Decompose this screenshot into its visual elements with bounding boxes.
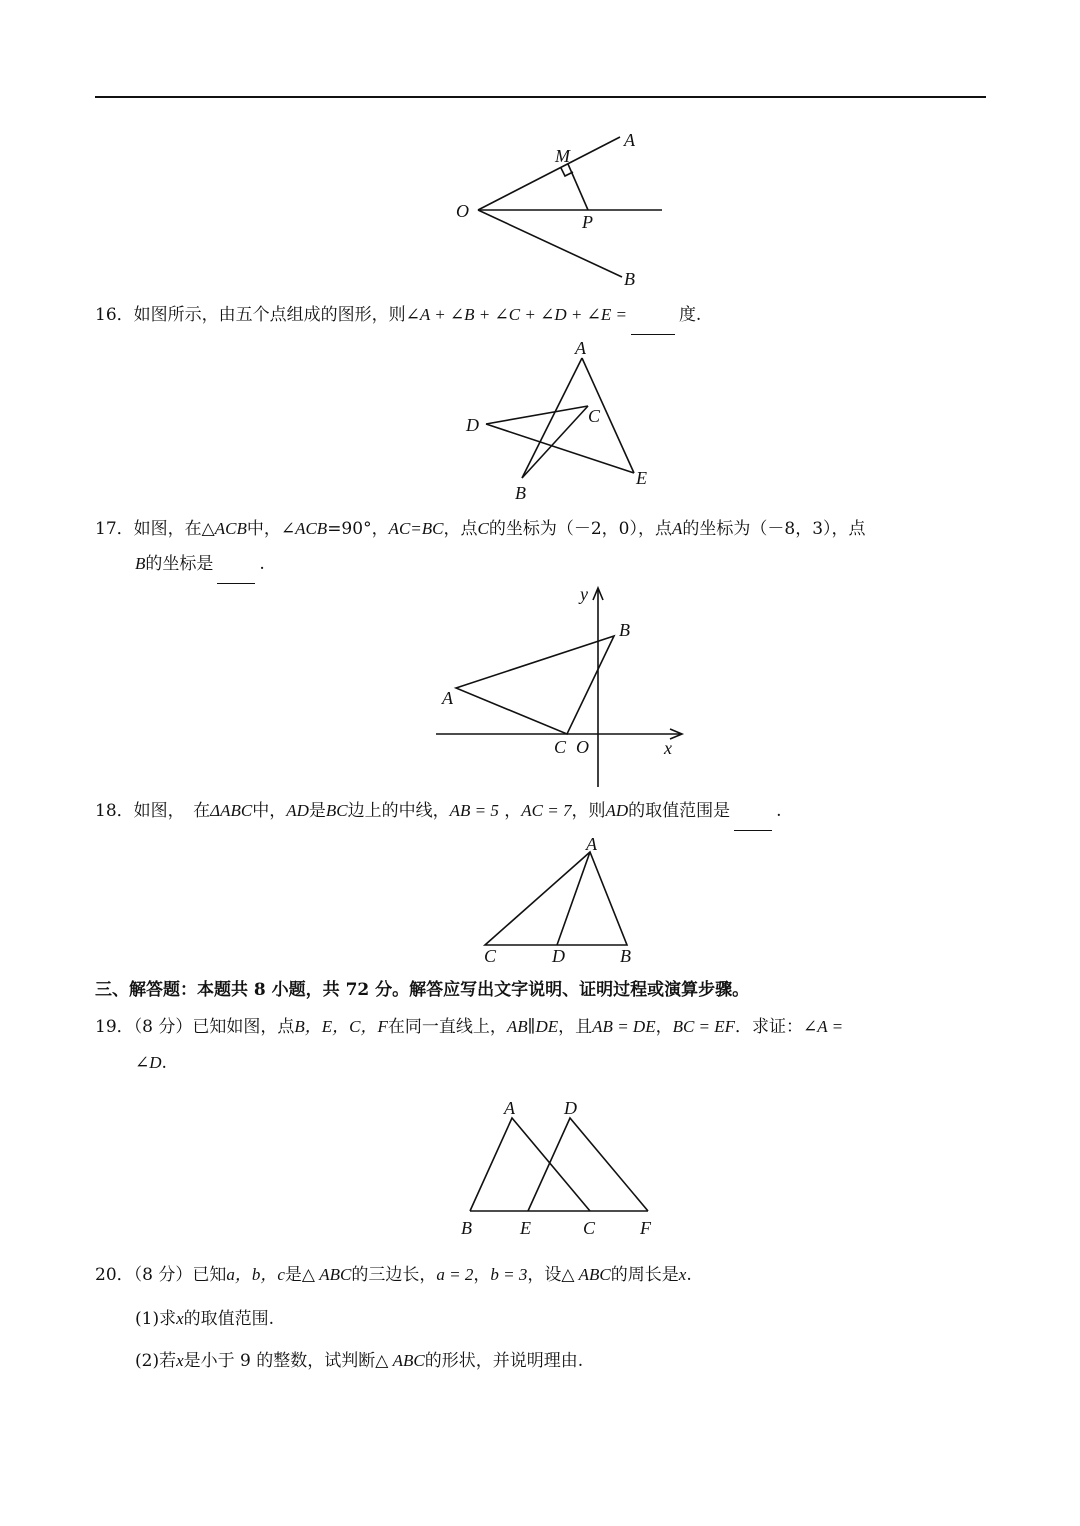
math: ΔABC (210, 801, 253, 820)
label-c: C (554, 737, 567, 757)
label-c: C (583, 1218, 596, 1238)
math: x (176, 1309, 184, 1328)
text: 的坐标为（－2，0），点 (488, 519, 672, 539)
math: C (477, 519, 489, 538)
segment-de (486, 424, 634, 473)
math: ∠ACB (280, 519, 328, 538)
figure-coordinate-triangle (430, 580, 690, 795)
label-a: A (624, 130, 635, 150)
question-20-part1 (135, 1302, 274, 1336)
triangle-def (528, 1118, 648, 1211)
label-b: B (620, 946, 631, 966)
text: . (259, 554, 265, 574)
math: x (678, 1265, 687, 1284)
label-m: M (555, 146, 570, 166)
question-number: 19． (95, 1017, 134, 1037)
text: . (161, 1053, 167, 1073)
text: ， (473, 1265, 491, 1285)
math: BC = EF (672, 1017, 736, 1036)
question-19-line2 (135, 1046, 167, 1080)
text: 已知如图，点 (192, 1017, 295, 1037)
question-text: 如图所示，由五个点组成的图形，则 (133, 305, 406, 325)
figure-median-triangle-svg (470, 832, 650, 967)
math: B (135, 554, 146, 573)
text: 已知 (192, 1265, 227, 1285)
math: △ ABC (301, 1265, 352, 1284)
label-c: C (484, 946, 497, 966)
label-b: B (515, 483, 526, 503)
segment-bc (522, 406, 588, 478)
text: 的坐标为（－8，3），点 (682, 519, 866, 539)
text: 如图，在 (133, 519, 202, 539)
figure-five-points (460, 338, 670, 508)
math: AD (286, 801, 309, 820)
triangle-abc (485, 852, 627, 945)
math: A (671, 519, 683, 538)
math: x (176, 1351, 184, 1370)
label-e: E (636, 468, 647, 488)
text: . (776, 801, 782, 821)
figure-median-triangle (470, 832, 650, 967)
label-d: D (564, 1098, 577, 1118)
math: BC (325, 801, 348, 820)
text: 在同一直线上， (387, 1017, 507, 1037)
text: ，设 (527, 1265, 562, 1285)
math: AB∥DE (506, 1017, 559, 1036)
text: 的形状，并说明理由. (424, 1351, 584, 1371)
math-expression: ∠A + ∠B + ∠C + ∠D + ∠E = (405, 305, 627, 324)
text: 边上的中线， (347, 801, 450, 821)
segment-mp (568, 164, 588, 210)
question-number: 16． (95, 305, 134, 325)
segment-cd (486, 406, 588, 424)
answer-blank[interactable] (631, 300, 675, 335)
text: 的取值范围. (183, 1309, 275, 1329)
text: ，且 (558, 1017, 593, 1037)
question-number: 17． (95, 519, 134, 539)
figure-angle-bisector (440, 125, 680, 295)
figure-coordinate-triangle-svg (430, 580, 690, 795)
text: . (686, 1265, 692, 1285)
question-20 (95, 1258, 692, 1292)
math: AB = DE (592, 1017, 656, 1036)
math: △ ABC (375, 1351, 425, 1370)
math: AC = 7 (521, 801, 572, 820)
question-suffix: 度. (678, 305, 702, 325)
text: (2)若 (135, 1351, 177, 1371)
question-16 (95, 298, 701, 335)
ray-oa (478, 137, 620, 210)
text: =90°， (327, 519, 389, 539)
question-17 (95, 512, 866, 546)
label-d: D (552, 946, 565, 966)
label-o: O (576, 737, 589, 757)
answer-blank[interactable] (217, 549, 255, 584)
figure-two-triangles (450, 1094, 670, 1239)
math: AD (605, 801, 629, 820)
triangle-abc (470, 1118, 590, 1211)
figure-two-triangles-svg (450, 1094, 670, 1239)
math: B，E，C，F (294, 1017, 388, 1036)
text: 的周长是 (610, 1265, 679, 1285)
text: ， (655, 1017, 673, 1037)
triangle-acb (456, 636, 614, 734)
text: 中， (252, 801, 287, 821)
header-rule (95, 96, 986, 98)
question-17-line2 (135, 547, 265, 584)
math: AB = 5 (449, 801, 499, 820)
math: ∠D (135, 1053, 162, 1072)
text: 是 (284, 1265, 302, 1285)
text: 中， (246, 519, 281, 539)
text: 的取值范围是 (628, 801, 731, 821)
math: b = 3 (490, 1265, 528, 1284)
label-b: B (624, 269, 635, 289)
math: a，b，c (226, 1265, 285, 1284)
text: 是小于 9 的整数，试判断 (183, 1351, 376, 1371)
ray-ob (478, 210, 622, 277)
question-score: （8 分） (133, 1017, 193, 1037)
segment-ab (522, 358, 582, 478)
label-b: B (619, 620, 630, 640)
question-18 (95, 794, 782, 831)
figure-angle-bisector-svg (440, 125, 680, 295)
math: △ ABC (561, 1265, 611, 1284)
text: (1)求 (135, 1309, 177, 1329)
text: ，点 (443, 519, 478, 539)
text: ．求证： (735, 1017, 804, 1037)
math: ∠A = (803, 1017, 844, 1036)
text: 的坐标是 (145, 554, 214, 574)
text: ， (498, 801, 522, 821)
question-20-part2 (135, 1344, 583, 1378)
label-x: x (664, 738, 672, 758)
label-y: y (580, 584, 588, 604)
label-f: F (640, 1218, 651, 1238)
label-a: A (442, 688, 453, 708)
label-e: E (520, 1218, 531, 1238)
figure-five-points-svg (460, 338, 670, 508)
text: ，则 (571, 801, 606, 821)
text: 如图， 在 (133, 801, 211, 821)
label-a: A (504, 1098, 515, 1118)
label-a: A (586, 834, 597, 854)
text: 是 (308, 801, 326, 821)
question-number: 18． (95, 801, 134, 821)
label-c: C (588, 406, 601, 426)
label-b: B (461, 1218, 472, 1238)
math: a = 2 (436, 1265, 474, 1284)
label-d: D (466, 415, 479, 435)
question-score: （8 分） (133, 1265, 193, 1285)
label-a: A (575, 338, 586, 358)
label-o: O (456, 201, 469, 221)
label-p: P (582, 212, 593, 232)
math: △ACB (201, 519, 247, 538)
answer-blank[interactable] (734, 796, 772, 831)
text: 的三边长， (351, 1265, 437, 1285)
question-19 (95, 1010, 843, 1044)
question-number: 20． (95, 1265, 134, 1285)
math: AC=BC (388, 519, 444, 538)
section-heading: 三、解答题：本题共 8 小题，共 72 分。解答应写出文字说明、证明过程或演算步骤。 (95, 980, 750, 1000)
